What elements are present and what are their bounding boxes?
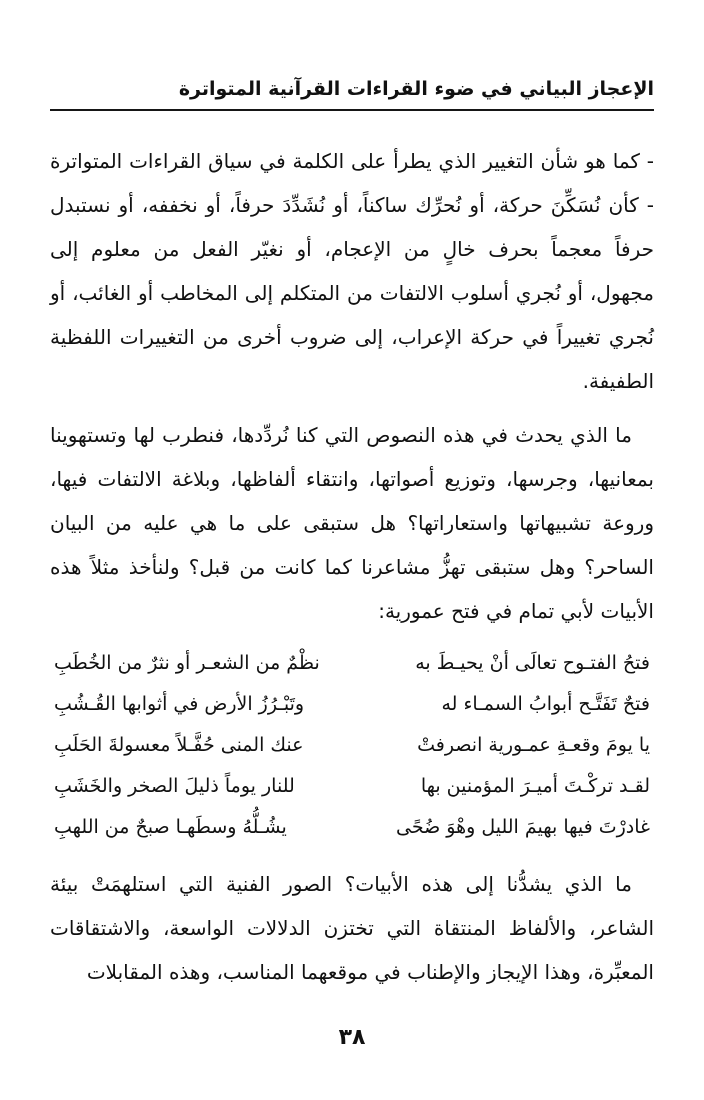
paragraph-2: ما الذي يحدث في هذه النصوص التي كنا نُردِّدها، فنطرب لها وتستهوينا بمعانيها، وجرسها، وتوزيع أصواتها، وانتقاء ألفاظها، وبلاغة الالتفات فيها، وروعة تشبيهاتها واستعاراتها؟ هل ستبقى على ما هي عليه من البيان الساحر؟ وهل ستبقى تهزُّ مشاعرنا كما كانت من قبل؟ ولنأخذ مثلاً هذه الأبيات لأبي تمام في فتح عمورية:: [50, 423, 654, 623]
poem: [54, 643, 650, 848]
hemistich-second: نظْمٌ من الشعـر أو نثرٌ من الخُطَبِ: [54, 652, 320, 674]
hemistich-second: وتَبْـرُزُ الأرض في أثوابها القُـشُبِ: [54, 693, 305, 715]
hemistich-second: يشُـلُّهُ وسطَهـا صبحٌ من اللهبِ: [54, 816, 287, 838]
poem-verse: [54, 766, 650, 807]
poem-verse: [54, 725, 650, 766]
hemistich-first: فتحٌ تَفَتَّـح أبوابُ السمـاء له: [441, 693, 650, 715]
page-header: [50, 78, 654, 111]
poem-verse: [54, 684, 650, 725]
poem-verse: [54, 643, 650, 684]
page-footer: [50, 1025, 654, 1060]
hemistich-first: يا يومَ وقعـةِ عمـورية انصرفتْ: [417, 734, 650, 756]
hemistich-second: عنك المنى حُفَّـلاً معسولةَ الحَلَبِ: [54, 734, 304, 756]
hemistich-first: غادرْتَ فيها بهيمَ الليل وهْوَ ضُحًى: [396, 816, 650, 838]
page-number: ٣٨: [338, 1025, 366, 1050]
hemistich-first: فتحُ الفتـوح تعالَى أنْ يحيـطَ به: [415, 652, 650, 674]
hemistich-first: لقـد تركْـتَ أميـرَ المؤمنين بها: [420, 775, 650, 797]
paragraph-1: - كما هو شأن التغيير الذي يطرأ على الكلمة في سياق القراءات المتواترة - كأن نُسَكِّنَ حركة، أو نُحرِّك ساكناً، أو نُشَدِّدَ حرفاً، أو نخففه، أو نستبدل حرفاً معجماً بحرف خالٍ من الإعجام، أو نغيّر الفعل من معلوم إلى مجهول، أو نُجري أسلوب الالتفات من المتكلم إلى المخاطب أو الغائب، أو نُجري تغييراً في حركة الإعراب، إلى ضروب أخرى من التغييرات اللفظية الطفيفة.: [50, 149, 654, 393]
body-text: [50, 139, 654, 1004]
paragraph-3: ما الذي يشدُّنا إلى هذه الأبيات؟ الصور الفنية التي استلهمَتْ بيئة الشاعر، والألفاظ المنتقاة التي تختزن الدلالات الواسعة، والاشتقاقات المعبِّرة، وهذا الإيجاز والإطناب في موقعهما المناسب، وهذه المقابلات: [50, 872, 654, 984]
header-title: الإعجاز البياني في ضوء القراءات القرآنية المتواترة: [178, 78, 654, 100]
hemistich-second: للنار يوماً ذليلَ الصخر والخَشَبِ: [54, 775, 295, 797]
poem-verse: [54, 807, 650, 848]
